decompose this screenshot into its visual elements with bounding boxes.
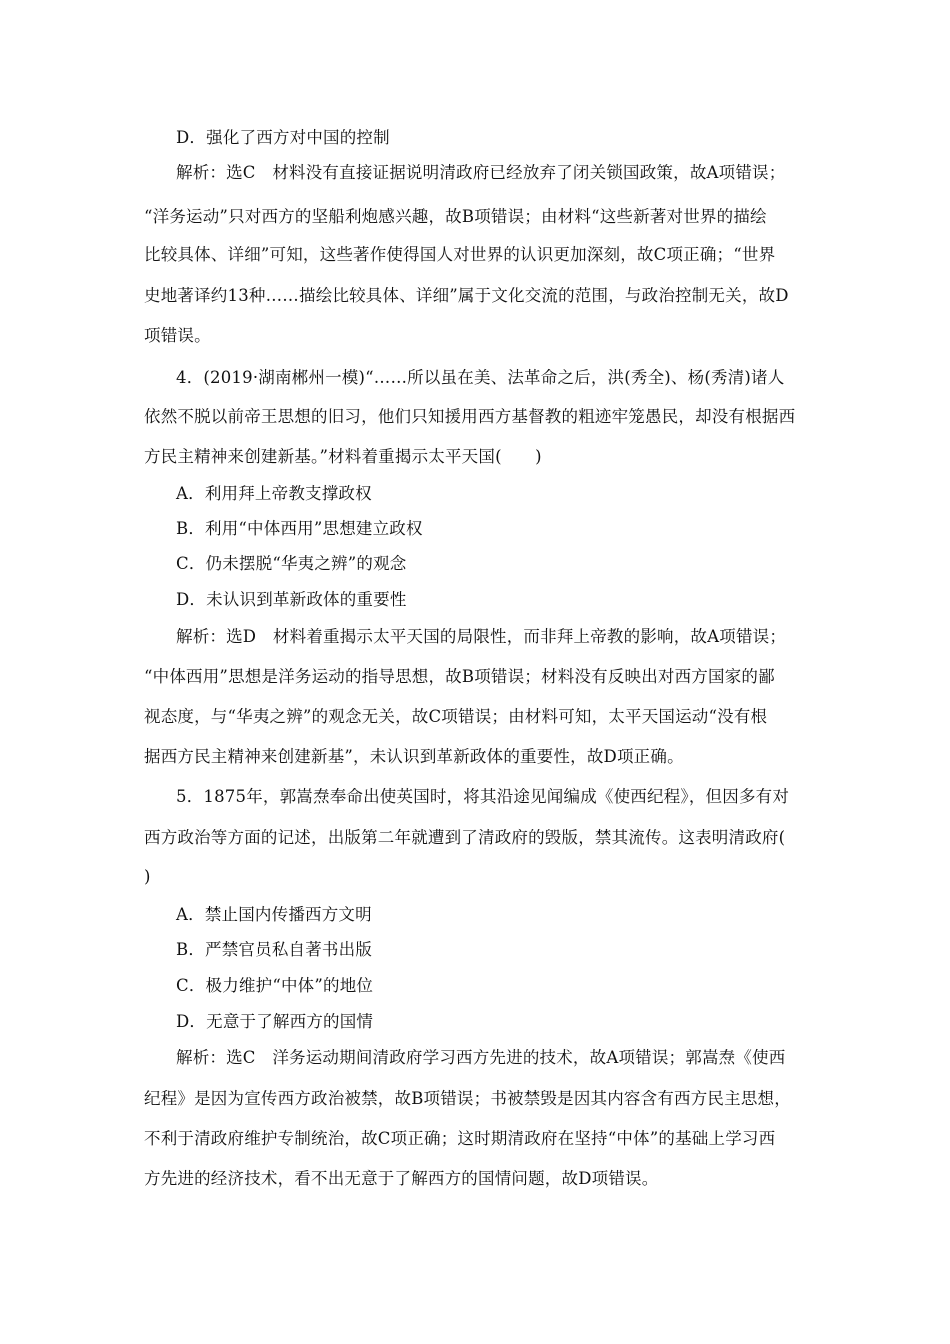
analysis-q3-line: 比较具体、详细”可知，这些著作使得国人对世界的认识更加深刻，故C项正确；“世界 <box>144 245 776 264</box>
analysis-q3: 解析：选C 材料没有直接证据说明清政府已经放弃了闭关锁国政策，故A项错误； <box>176 163 786 182</box>
option-a-q4: A．利用拜上帝教支撑政权 <box>176 484 372 503</box>
option-c-q5: C．极力维护“中体”的地位 <box>176 976 374 995</box>
option-c-q4: C．仍未摆脱“华夷之辨”的观念 <box>176 554 407 573</box>
analysis-q3-line: 项错误。 <box>144 326 211 345</box>
question-5-line: ) <box>144 867 151 886</box>
option-d-q5: D．无意于了解西方的国情 <box>176 1012 374 1031</box>
option-b-q5: B．严禁官员私自著书出版 <box>176 940 373 959</box>
question-4-line: 方民主精神来创建新基。”材料着重揭示太平天国( ) <box>144 447 542 466</box>
analysis-q5: 解析：选C 洋务运动期间清政府学习西方先进的技术，故A项错误；郭嵩焘《使西 <box>176 1048 786 1067</box>
analysis-q4-line: “中体西用”思想是洋务运动的指导思想，故B项错误；材料没有反映出对西方国家的鄙 <box>144 667 775 686</box>
analysis-q3-line: 史地著译约13种……描绘比较具体、详细”属于文化交流的范围，与政治控制无关，故D <box>144 286 789 305</box>
analysis-q4-line: 据西方民主精神来创建新基”，未认识到革新政体的重要性，故D项正确。 <box>144 747 684 766</box>
question-4: 4．(2019·湖南郴州一模)“……所以虽在美、法革命之后，洪(秀全)、杨(秀清)诸人 <box>176 368 785 387</box>
analysis-q4: 解析：选D 材料着重揭示太平天国的局限性，而非拜上帝教的影响，故A项错误； <box>176 627 787 646</box>
question-4-line: 依然不脱以前帝王思想的旧习，他们只知援用西方基督教的粗迹牢笼愚民，却没有根据西 <box>144 407 796 426</box>
question-5: 5．1875年，郭嵩焘奉命出使英国时，将其沿途见闻编成《使西纪程》，但因多有对 <box>176 787 790 806</box>
analysis-q5-line: 不利于清政府维护专制统治，故C项正确；这时期清政府在坚持“中体”的基础上学习西 <box>144 1129 776 1148</box>
analysis-q5-line: 纪程》是因为宣传西方政治被禁，故B项错误；书被禁毁是因其内容含有西方民主思想， <box>144 1089 791 1108</box>
analysis-q5-line: 方先进的经济技术，看不出无意于了解西方的国情问题，故D项错误。 <box>144 1169 659 1188</box>
option-a-q5: A．禁止国内传播西方文明 <box>176 905 372 924</box>
analysis-q3-line: “洋务运动”只对西方的坚船利炮感兴趣，故B项错误；由材料“这些新著对世界的描绘 <box>144 207 767 226</box>
question-5-line: 西方政治等方面的记述，出版第二年就遭到了清政府的毁版，禁其流传。这表明清政府( <box>144 828 786 847</box>
option-b-q4: B．利用“中体西用”思想建立政权 <box>176 519 423 538</box>
analysis-q4-line: 视态度，与“华夷之辨”的观念无关，故C项错误；由材料可知，太平天国运动“没有根 <box>144 707 768 726</box>
option-d-q3: D．强化了西方对中国的控制 <box>176 128 390 147</box>
option-d-q4: D．未认识到革新政体的重要性 <box>176 590 407 609</box>
